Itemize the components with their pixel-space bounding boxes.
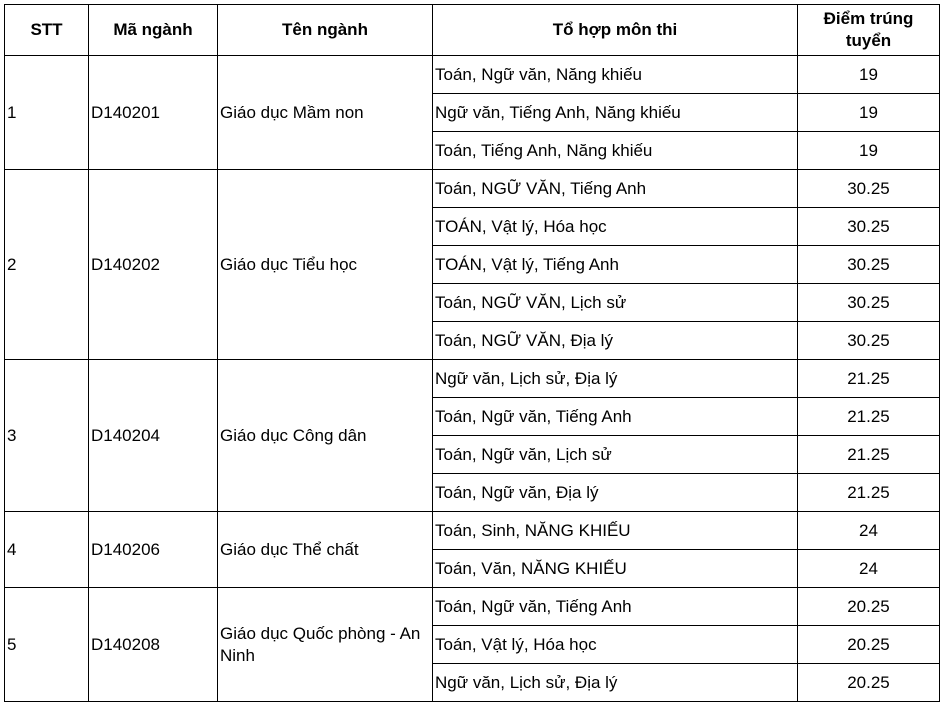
cell-subject-combination: Ngữ văn, Lịch sử, Địa lý xyxy=(433,664,798,702)
table-row xyxy=(5,170,940,208)
table-row xyxy=(5,360,940,398)
cell-subject-combination: Ngữ văn, Tiếng Anh, Năng khiếu xyxy=(433,94,798,132)
header-row xyxy=(5,5,940,56)
cell-subject-combination: Toán, NGỮ VĂN, Tiếng Anh xyxy=(433,170,798,208)
cell-major-name: Giáo dục Thể chất xyxy=(218,512,433,588)
header-stt: STT xyxy=(5,5,89,56)
cell-subject-combination: Toán, NGỮ VĂN, Lịch sử xyxy=(433,284,798,322)
cell-subject-combination: Toán, Ngữ văn, Năng khiếu xyxy=(433,56,798,94)
cell-major-code: D140204 xyxy=(89,360,218,512)
cell-admission-score: 24 xyxy=(798,550,940,588)
cell-admission-score: 19 xyxy=(798,94,940,132)
cell-admission-score: 20.25 xyxy=(798,626,940,664)
cell-admission-score: 21.25 xyxy=(798,436,940,474)
cell-stt: 2 xyxy=(5,170,89,360)
cell-stt: 1 xyxy=(5,56,89,170)
cell-subject-combination: Toán, NGỮ VĂN, Địa lý xyxy=(433,322,798,360)
cell-subject-combination: Toán, Tiếng Anh, Năng khiếu xyxy=(433,132,798,170)
cell-admission-score: 30.25 xyxy=(798,284,940,322)
cell-major-name: Giáo dục Mầm non xyxy=(218,56,433,170)
cell-subject-combination: TOÁN, Vật lý, Tiếng Anh xyxy=(433,246,798,284)
cell-stt: 4 xyxy=(5,512,89,588)
cell-major-code: D140201 xyxy=(89,56,218,170)
table-row xyxy=(5,512,940,550)
header-major-name: Tên ngành xyxy=(218,5,433,56)
table-body xyxy=(5,56,940,702)
cell-admission-score: 24 xyxy=(798,512,940,550)
cell-admission-score: 21.25 xyxy=(798,360,940,398)
cell-major-code: D140208 xyxy=(89,588,218,702)
cell-subject-combination: Toán, Ngữ văn, Tiếng Anh xyxy=(433,398,798,436)
table-header xyxy=(5,5,940,56)
cell-admission-score: 20.25 xyxy=(798,588,940,626)
header-major-code: Mã ngành xyxy=(89,5,218,56)
cell-admission-score: 30.25 xyxy=(798,208,940,246)
cell-stt: 5 xyxy=(5,588,89,702)
cell-admission-score: 19 xyxy=(798,56,940,94)
cell-subject-combination: Toán, Văn, NĂNG KHIẾU xyxy=(433,550,798,588)
cell-stt: 3 xyxy=(5,360,89,512)
cell-admission-score: 30.25 xyxy=(798,322,940,360)
header-admission-score: Điểm trúng tuyển xyxy=(798,5,940,56)
cell-major-code: D140206 xyxy=(89,512,218,588)
cell-subject-combination: Toán, Ngữ văn, Địa lý xyxy=(433,474,798,512)
cell-subject-combination: Toán, Ngữ văn, Tiếng Anh xyxy=(433,588,798,626)
cell-major-name: Giáo dục Công dân xyxy=(218,360,433,512)
cell-subject-combination: Ngữ văn, Lịch sử, Địa lý xyxy=(433,360,798,398)
cell-subject-combination: TOÁN, Vật lý, Hóa học xyxy=(433,208,798,246)
table-row xyxy=(5,588,940,626)
cell-subject-combination: Toán, Sinh, NĂNG KHIẾU xyxy=(433,512,798,550)
cell-admission-score: 20.25 xyxy=(798,664,940,702)
table-row xyxy=(5,56,940,94)
cell-major-name: Giáo dục Quốc phòng - An Ninh xyxy=(218,588,433,702)
admission-score-table xyxy=(4,4,940,702)
cell-subject-combination: Toán, Vật lý, Hóa học xyxy=(433,626,798,664)
cell-admission-score: 30.25 xyxy=(798,170,940,208)
cell-admission-score: 21.25 xyxy=(798,398,940,436)
cell-major-code: D140202 xyxy=(89,170,218,360)
cell-subject-combination: Toán, Ngữ văn, Lịch sử xyxy=(433,436,798,474)
cell-admission-score: 21.25 xyxy=(798,474,940,512)
header-subject-combination: Tổ hợp môn thi xyxy=(433,5,798,56)
cell-admission-score: 19 xyxy=(798,132,940,170)
cell-admission-score: 30.25 xyxy=(798,246,940,284)
cell-major-name: Giáo dục Tiểu học xyxy=(218,170,433,360)
